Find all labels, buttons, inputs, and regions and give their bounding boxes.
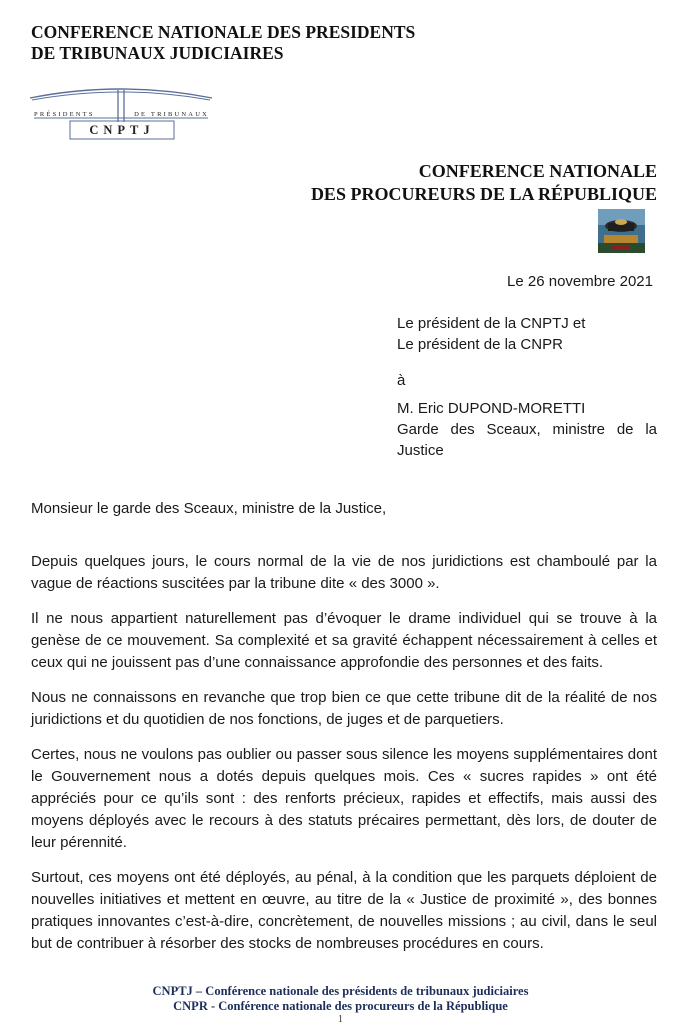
cnptj-logo-caption	[34, 111, 209, 118]
body-paragraph: Il ne nous appartient naturellement pas d’évoquer le drame individuel qui se trouve à la genèse de ce mouvement. Sa complexité et sa gravité échappent nécessairement à celles et ceux qui ne jouissent pas d’une connaissance approfondie des personnes et des faits.	[31, 610, 657, 671]
cnpr-header-line2: DES PROCUREURS DE LA RÉPUBLIQUE	[310, 184, 657, 204]
cnptj-logo-word1: PRÉSIDENTS	[34, 111, 95, 118]
recipient-title-line1: Garde des Sceaux, ministre de la	[397, 421, 657, 438]
cnptj-header-line2: DE TRIBUNAUX JUDICIAIRES	[31, 43, 284, 63]
recipient-title-line2: Justice	[397, 442, 444, 459]
to-word: à	[397, 372, 406, 389]
cnptj-logo-word2: DE TRIBUNAUX	[134, 111, 209, 118]
cnpr-emblem-photo	[598, 209, 645, 253]
cnpr-header	[311, 160, 657, 206]
cnptj-header	[31, 22, 415, 64]
footer	[0, 984, 681, 1014]
body-paragraph: Certes, nous ne voulons pas oublier ou passer sous silence les moyens supplémentaires dont le Gouvernement nous a dotés depuis quelques mois. Ces « sucres rapides » ont été appréciés pour ce qu’ils sont : des renforts précieux, rapides et effectifs, mais aussi des moyens déployés avec le recours à des statuts précaires permettant, dès lors, de douter de leur pérennité.	[31, 746, 657, 851]
sender-line1: Le président de la CNPTJ et	[397, 315, 586, 332]
letter-date: Le 26 novembre 2021	[507, 273, 653, 290]
page-number: 1	[338, 1014, 343, 1025]
recipient-name: M. Eric DUPOND-MORETTI	[397, 400, 586, 417]
body-paragraph: Depuis quelques jours, le cours normal de la vie de nos juridictions est chamboulé par la vague de réactions suscitées par la tribune dite « des 3000 ».	[31, 553, 657, 592]
cnptj-header-line1: CONFERENCE NATIONALE DES PRESIDENTS	[31, 22, 416, 42]
sender-line2: Le président de la CNPR	[397, 336, 563, 353]
letter-body	[31, 551, 657, 968]
footer-line2: CNPR - Conférence nationale des procureurs de la République	[173, 999, 508, 1013]
footer-line1: CNPTJ – Conférence nationale des présidents de tribunaux judiciaires	[152, 984, 529, 998]
salutation: Monsieur le garde des Sceaux, ministre de la Justice,	[31, 500, 387, 517]
recipient-block	[397, 398, 657, 461]
cnpr-header-line1: CONFERENCE NATIONALE	[418, 161, 657, 181]
body-paragraph: Surtout, ces moyens ont été déployés, au pénal, à la condition que les parquets déploient de nouvelles initiatives et mettent en œuvre, au titre de la « Justice de proximité », des bonnes pratiques innovantes c’est-à-dire, concrètement, de nouvelles missions ; au civil, dans le seul but de contribuer à résorber des stocks de nombreuses procédures en cours.	[31, 869, 657, 952]
cnptj-logo-acronym: CNPTJ	[89, 123, 155, 137]
body-paragraph: Nous ne connaissons en revanche que trop bien ce que cette tribune dit de la réalité de nos juridictions et du quotidien de nos fonctions, de juges et de parquetiers.	[31, 689, 657, 728]
sender-block	[397, 313, 585, 355]
